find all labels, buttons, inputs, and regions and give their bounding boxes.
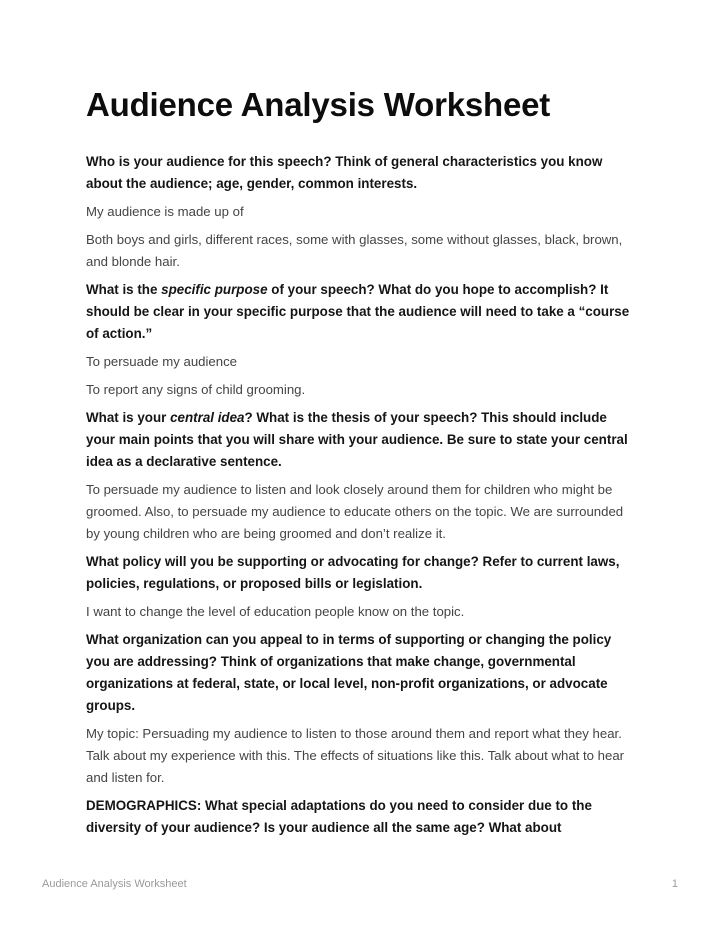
answer-text: My audience is made up of bbox=[86, 204, 244, 219]
answer-text: Both boys and girls, different races, some with glasses, some without glasses, black, brown, and blonde hair. bbox=[86, 232, 623, 269]
question-organization bbox=[86, 629, 638, 717]
question-policy bbox=[86, 551, 638, 595]
question-central-idea bbox=[86, 407, 638, 473]
answer-text: To persuade my audience bbox=[86, 354, 238, 369]
question-text: What is the bbox=[86, 282, 162, 297]
answer-text: To report any signs of child grooming. bbox=[86, 382, 306, 397]
answer-text: My topic: Persuading my audience to listen to those around them and report what they hear. Talk about my experience with this. The effects of situations like this. Talk about what to hear and listen for. bbox=[86, 726, 625, 785]
question-text: What is your bbox=[86, 410, 171, 425]
answer-text: I want to change the level of education people know on the topic. bbox=[86, 604, 465, 619]
question-text: ? What is the thesis of your speech? This should include your main points that you will share with your audience. Be sure to state your central idea as a declarative sentence. bbox=[86, 410, 628, 469]
answer-text: To persuade my audience to listen and look closely around them for children who might be groomed. Also, to persuade my audience to educate others on the topic. We are surrounded by young children who are being groomed and don’t realize it. bbox=[86, 482, 624, 541]
question-text: DEMOGRAPHICS: What special adaptations do you need to consider due to the diversity of your audience? Is your audience all the same age? What about bbox=[86, 798, 592, 835]
question-text: What policy will you be supporting or advocating for change? Refer to current laws, policies, regulations, or proposed bills or legislation. bbox=[86, 554, 620, 591]
question-audience bbox=[86, 151, 638, 195]
question-emphasis: central idea bbox=[170, 410, 245, 425]
question-text: Who is your audience for this speech? Think of general characteristics you know about the audience; age, gender, common interests. bbox=[86, 154, 603, 191]
page-number: 1 bbox=[671, 878, 678, 890]
footer-title: Audience Analysis Worksheet bbox=[42, 878, 187, 890]
question-text: What organization can you appeal to in terms of supporting or changing the policy you are addressing? Think of organizations that make change, governmental organizations at federal, state, or local level, non-profit organizations, or advocate groups. bbox=[86, 632, 612, 713]
page-footer bbox=[42, 878, 678, 890]
question-demographics bbox=[86, 795, 638, 839]
page-title: Audience Analysis Worksheet bbox=[86, 86, 551, 123]
question-text: of your speech? What do you hope to accomplish? It should be clear in your specific purpose that the audience will need to take a “course of action.” bbox=[86, 282, 630, 341]
question-specific-purpose bbox=[86, 279, 638, 345]
question-emphasis: specific purpose bbox=[161, 282, 268, 297]
document-content bbox=[86, 84, 638, 845]
